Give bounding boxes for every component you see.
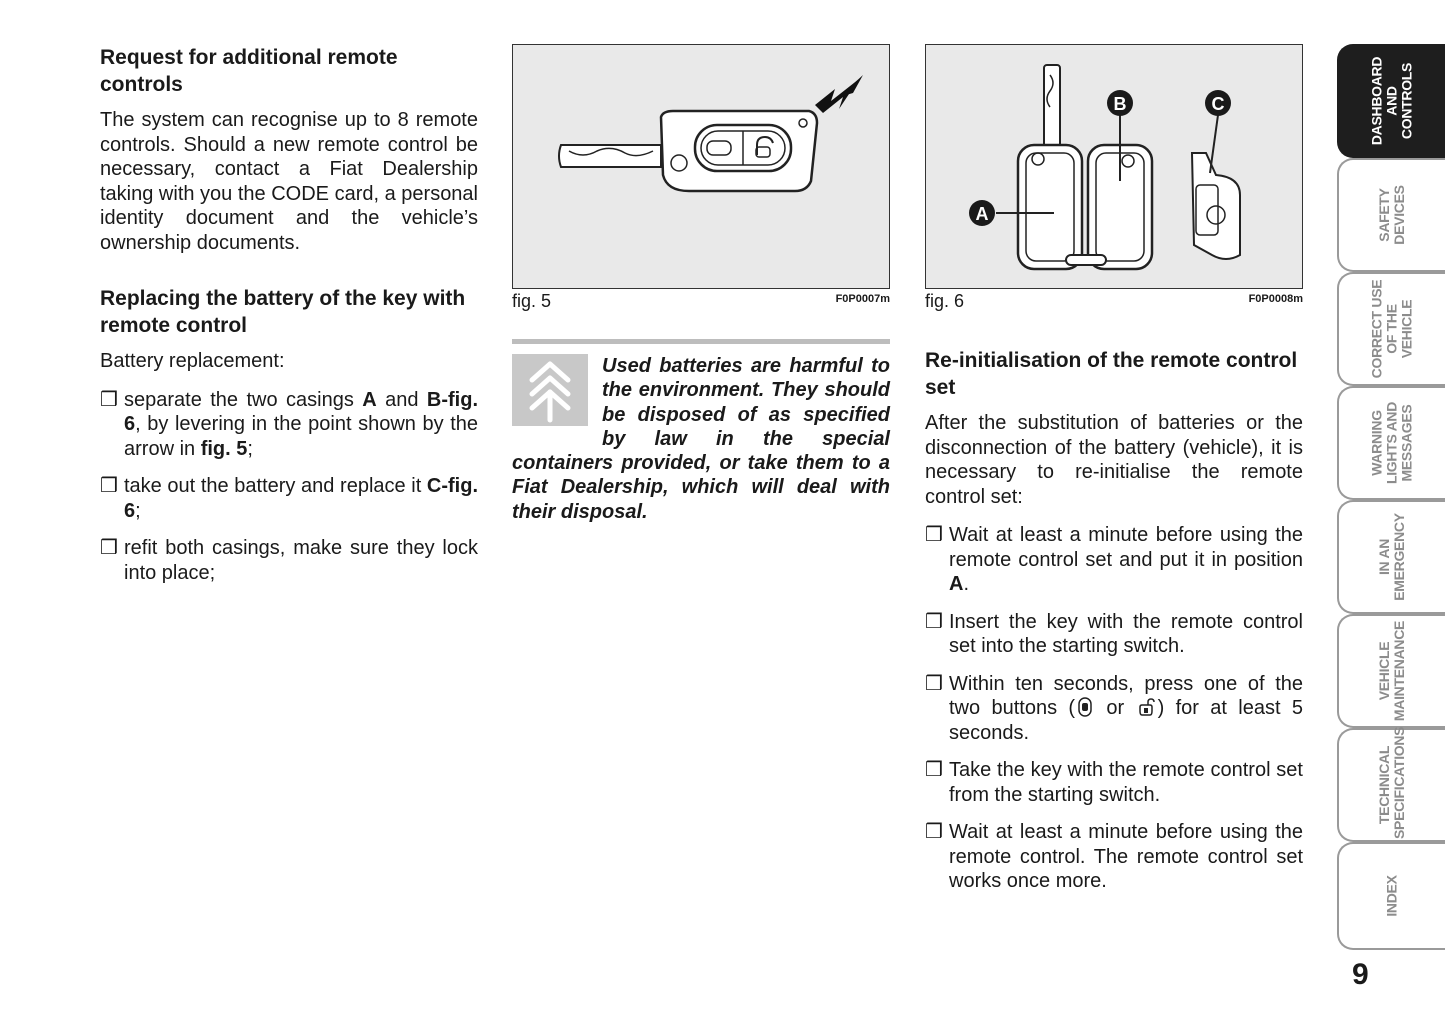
key-remote-icon <box>513 45 889 288</box>
battery-steps-list <box>100 388 478 586</box>
list-item: ❒ Within ten seconds, press one of the two buttons ( or ) for at least 5 seconds. <box>925 672 1303 744</box>
tab-technical-specifications[interactable]: TECHNICAL SPECIFICATIONS <box>1337 728 1445 842</box>
tab-index[interactable]: INDEX <box>1337 842 1445 950</box>
list-item: ❒ Insert the key with the remote control set into the starting switch. <box>925 610 1303 657</box>
figure-6-casings-illustration <box>925 44 1303 289</box>
bullet-box-icon: ❒ <box>925 672 943 695</box>
figure-6-caption <box>925 291 1303 317</box>
page-number: 9 <box>1352 958 1369 991</box>
list-item: ❒ take out the battery and replace it C-fig. 6; <box>100 475 478 522</box>
tab-warning-lights[interactable]: WARNING LIGHTS AND MESSAGES <box>1337 386 1445 500</box>
tab-in-an-emergency[interactable]: IN AN EMERGENCY <box>1337 500 1445 614</box>
figure-6-code: F0P0008m <box>1248 293 1303 305</box>
battery-replacement-intro: Battery replacement: <box>100 350 285 372</box>
tab-vehicle-maintenance[interactable]: VEHICLE MAINTENANCE <box>1337 614 1445 728</box>
recycle-arrows-icon <box>512 354 588 426</box>
heading-reinitialisation: Re-initialisation of the remote control set <box>925 349 1298 399</box>
reinitialisation-steps-list <box>925 523 1303 894</box>
heading-replace-battery: Replacing the battery of the key with remote control <box>100 287 466 337</box>
callout-b-label: B <box>1113 94 1127 114</box>
figure-5-code: F0P0007m <box>835 293 890 305</box>
bullet-box-icon: ❒ <box>100 475 118 497</box>
paragraph-additional-remotes: The system can recognise up to 8 remote controls. Should a new remote control be necessary, contact a Fiat Dealership taking with you the CODE card, a personal identity document and the vehicle’s ownership documents. <box>100 109 478 254</box>
tab-correct-use[interactable]: CORRECT USE OF THE VEHICLE <box>1337 272 1445 386</box>
heading-additional-remotes: Request for additional remote controls <box>100 46 398 96</box>
callout-c-label: C <box>1211 94 1225 114</box>
warning-text: Used batteries are harmful to the environment. They should be disposed of as specified by law in the special containers provided, or take them to a Fiat Dealership, which will deal with their disposal. <box>512 355 890 523</box>
bullet-box-icon: ❒ <box>925 759 943 781</box>
bullet-box-icon: ❒ <box>100 537 118 559</box>
figure-5-caption <box>512 291 890 317</box>
reinitialisation-intro: After the substitution of batteries or the disconnection of the battery (vehicle), it is necessary to re-initialise the remote control set: <box>925 412 1303 508</box>
figure-5-key-illustration <box>512 44 890 289</box>
bullet-box-icon: ❒ <box>925 821 943 843</box>
list-item: ❒ Take the key with the remote control set from the starting switch. <box>925 759 1303 806</box>
callout-a-label: A <box>975 204 989 224</box>
unlock-button-icon <box>1138 697 1156 717</box>
middle-column <box>512 44 890 524</box>
left-column <box>100 44 478 598</box>
list-item: ❒ Wait at least a minute before using the remote control set and put it in position A. <box>925 524 1303 595</box>
list-item: ❒ separate the two casings A and B-fig. 6, by levering in the point shown by the arrow in fig. 5; <box>100 388 479 460</box>
list-item: ❒ refit both casings, make sure they lock into place; <box>100 537 478 584</box>
right-column <box>925 44 1303 907</box>
bullet-box-icon: ❒ <box>925 524 943 546</box>
environment-warning <box>512 339 890 524</box>
tab-dashboard-and-controls[interactable]: DASHBOARD AND CONTROLS <box>1337 44 1445 158</box>
bullet-box-icon: ❒ <box>100 388 118 411</box>
figure-5-label: fig. 5 <box>512 291 552 311</box>
lock-button-icon <box>1077 697 1093 717</box>
figure-6-label: fig. 6 <box>925 291 965 311</box>
list-item: ❒ Wait at least a minute before using the remote control. The remote control set works once more. <box>925 821 1303 892</box>
tab-safety-devices[interactable]: SAFETY DEVICES <box>1337 158 1445 272</box>
key-casings-icon <box>926 45 1302 288</box>
bullet-box-icon: ❒ <box>925 610 943 633</box>
